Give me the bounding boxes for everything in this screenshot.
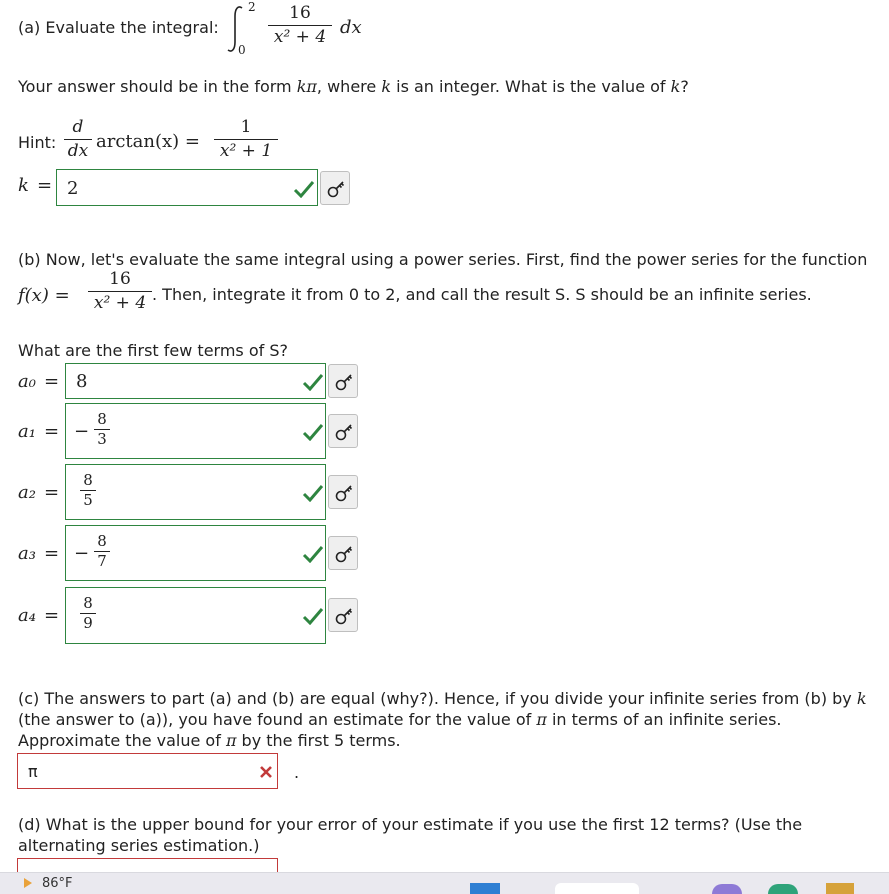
hint-label: Hint: [18, 133, 57, 152]
correct-check-icon [293, 180, 315, 198]
part-b-after-f: . Then, integrate it from 0 to 2, and call the result S. S should be an infinite series. [152, 285, 812, 304]
part-b-f-fraction: 16 x² + 4 [88, 271, 152, 312]
term-a0-value: 8 [76, 371, 88, 392]
hint-fraction: 1 x² + 1 [214, 119, 278, 160]
part-c-line-3: Approximate the value of π by the first 5 terms. [18, 731, 401, 750]
answer-k-value: 2 [67, 178, 79, 199]
key-icon [334, 606, 354, 626]
term-a3-key-button[interactable] [328, 536, 358, 570]
key-icon [334, 372, 354, 392]
correct-check-icon [302, 373, 324, 391]
integrand-fraction [268, 5, 332, 46]
part-b-question: What are the first few terms of S? [18, 341, 289, 360]
taskbar-app-icon[interactable] [470, 883, 500, 894]
term-a4-label: a₄ [18, 605, 36, 626]
key-icon [326, 179, 346, 199]
part-c-line-1: (c) The answers to part (a) and (b) are equal (why?). Hence, if you divide your infinite series from (b) by k [18, 689, 867, 708]
equals-sign: = [44, 543, 60, 564]
term-a2-input[interactable] [65, 464, 326, 520]
taskbar-folder-icon[interactable] [826, 883, 854, 894]
hint-arctan: arctan(x) = [96, 131, 200, 152]
equals-sign: = [44, 421, 60, 442]
equals-sign: = [44, 371, 60, 392]
term-a2-label: a₂ [18, 482, 36, 503]
key-icon [334, 483, 354, 503]
term-a4-key-button[interactable] [328, 598, 358, 632]
integral-upper-limit: 2 [248, 0, 256, 14]
answer-key-button[interactable] [320, 171, 350, 205]
term-a3-input[interactable] [65, 525, 326, 581]
correct-check-icon [302, 607, 324, 625]
term-a0-label: a₀ [18, 371, 36, 392]
answer-k-label: k [18, 175, 29, 196]
part-b-intro: (b) Now, let's evaluate the same integral using a power series. First, find the power series for the function [18, 250, 868, 269]
term-a1-sign: − [74, 421, 90, 442]
term-a1-input[interactable] [65, 403, 326, 459]
term-a4-input[interactable] [65, 587, 326, 644]
equals-sign: = [37, 175, 53, 196]
term-a3-label: a₃ [18, 543, 36, 564]
term-a2-fraction: 8 5 [80, 473, 96, 508]
part-c-answer-value: π [28, 762, 38, 781]
term-a4-fraction: 8 9 [80, 596, 96, 631]
hint-derivative: d dx [64, 119, 92, 160]
part-a-prefix: (a) Evaluate the integral: [18, 18, 219, 37]
integrand-numerator: 16 [289, 3, 311, 23]
key-icon [334, 544, 354, 564]
term-a1-key-button[interactable] [328, 414, 358, 448]
term-a1-fraction: 8 3 [94, 412, 110, 447]
taskbar-search-bar[interactable] [555, 883, 639, 894]
part-a-form-text: Your answer should be in the form kπ, where k is an integer. What is the value of k? [18, 77, 689, 96]
answer-k-input[interactable] [56, 169, 318, 206]
equals-sign: = [44, 482, 60, 503]
integral-dx: dx [340, 17, 362, 38]
term-a0-input[interactable] [65, 363, 326, 399]
integral-lower-limit: 0 [238, 43, 246, 57]
term-a1-label: a₁ [18, 421, 36, 442]
key-icon [334, 422, 354, 442]
integrand-denominator: x² + 4 [273, 27, 327, 47]
term-a0-key-button[interactable] [328, 364, 358, 398]
taskbar [0, 872, 889, 894]
weather-temperature[interactable]: 86°F [42, 876, 73, 891]
term-a3-sign: − [74, 543, 90, 564]
part-b-f-label: f(x) = [18, 285, 70, 306]
correct-check-icon [302, 423, 324, 441]
part-d-line-2: alternating series estimation.) [18, 836, 260, 855]
correct-check-icon [302, 484, 324, 502]
term-a2-key-button[interactable] [328, 475, 358, 509]
part-c-period: . [294, 763, 300, 782]
incorrect-x-icon [259, 765, 273, 779]
part-d-line-1: (d) What is the upper bound for your error of your estimate if you use the first 12 terms? (Use the [18, 815, 803, 834]
term-a3-fraction: 8 7 [94, 534, 110, 569]
part-c-answer-input[interactable] [17, 753, 278, 789]
correct-check-icon [302, 545, 324, 563]
weather-arrow-icon [24, 878, 32, 888]
equals-sign: = [44, 605, 60, 626]
part-c-line-2: (the answer to (a)), you have found an estimate for the value of π in terms of an infinite series. [18, 710, 782, 729]
